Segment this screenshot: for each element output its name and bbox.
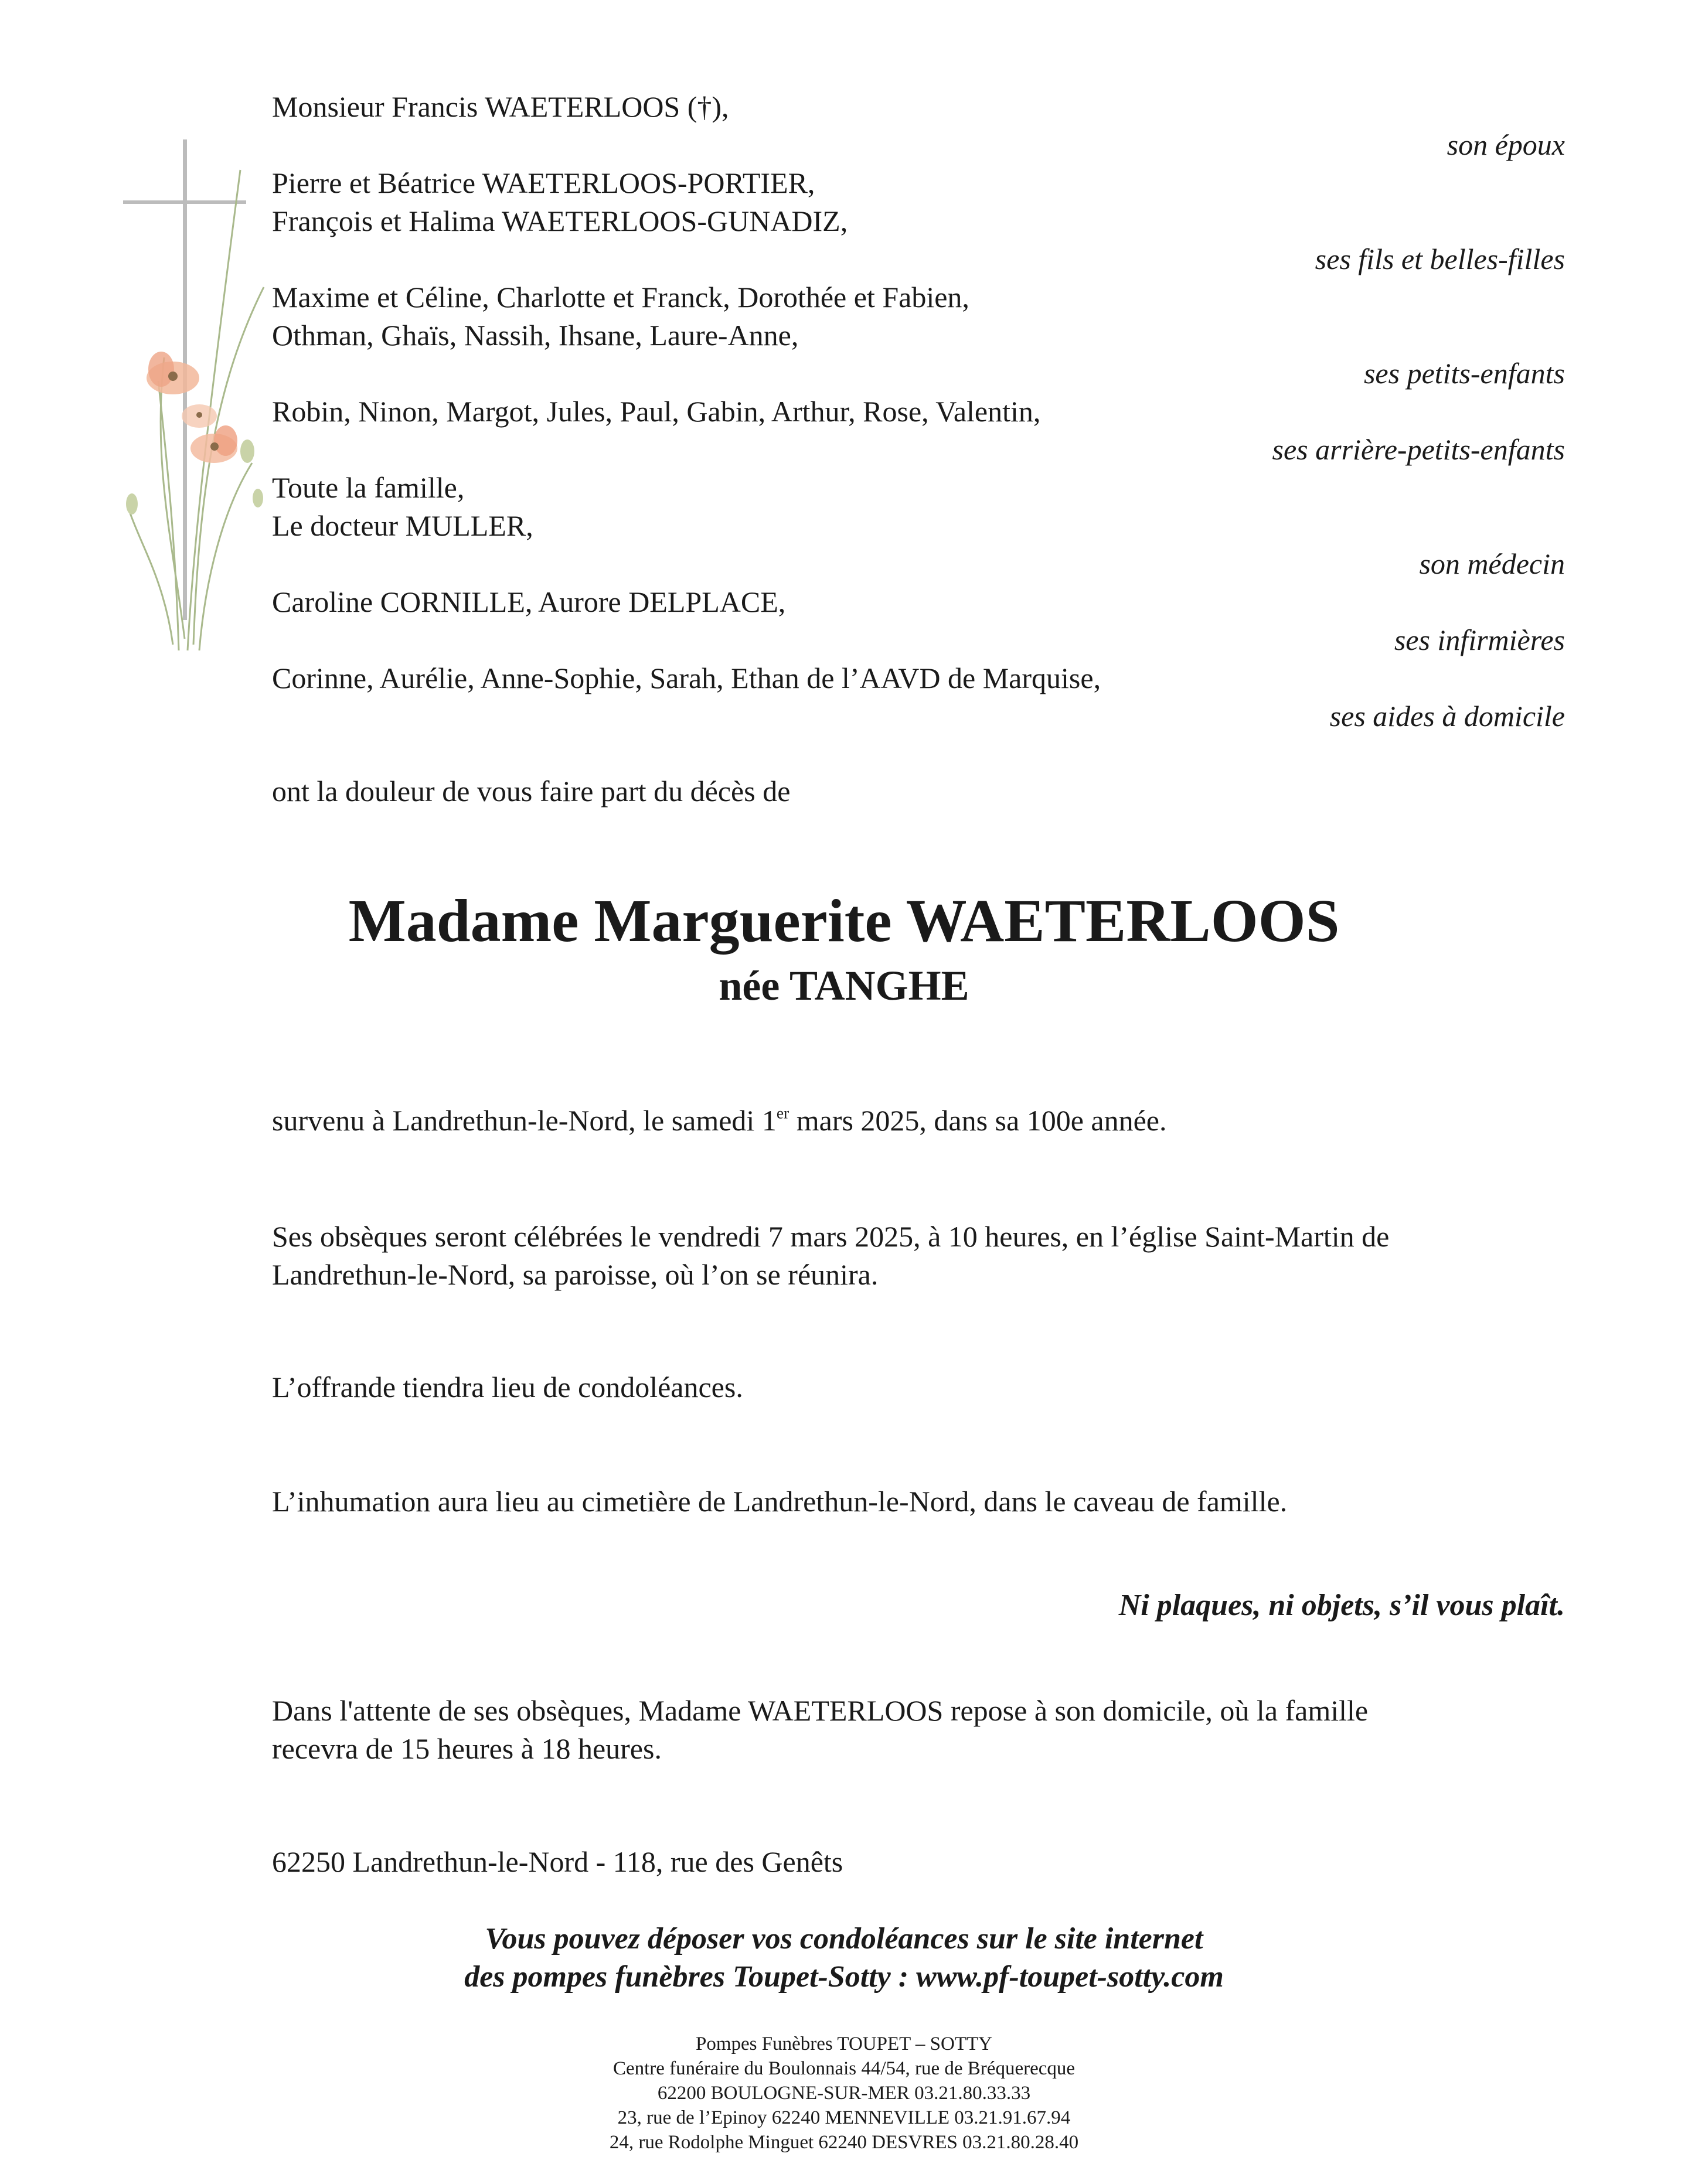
funeral-home-address-2: 62200 BOULOGNE-SUR-MER 03.21.80.33.33: [657, 2083, 1031, 2104]
cross-and-poppies-illustration: [117, 135, 275, 662]
family-line-grandchildren-2: Othman, Ghaïs, Nassih, Ihsane, Laure-Anne,: [272, 319, 799, 352]
family-line-sons-1: Pierre et Béatrice WAETERLOOS-PORTIER,: [272, 166, 815, 199]
funeral-details-line-2: Landrethun-le-Nord, sa paroisse, où l’on se réunira.: [272, 1258, 879, 1291]
poppy-flower-2: [190, 425, 237, 463]
burial-text: L’inhumation aura lieu au cimetière de Landrethun-le-Nord, dans le caveau de famille.: [272, 1485, 1288, 1518]
relation-husband: son époux: [1447, 128, 1565, 161]
funeral-details-line-1: Ses obsèques seront célébrées le vendredi 7 mars 2025, à 10 heures, en l’église Saint-Martin de: [272, 1220, 1390, 1253]
viewing-line-2: recevra de 15 heures à 18 heures.: [272, 1732, 662, 1765]
deceased-maiden-name: née TANGHE: [719, 962, 969, 1009]
funeral-home-name: Pompes Funèbres TOUPET – SOTTY: [695, 2033, 993, 2054]
offering-text: L’offrande tiendra lieu de condoléances.: [272, 1371, 743, 1403]
no-plaques-notice: Ni plaques, ni objets, s’il vous plaît.: [1118, 1589, 1565, 1622]
relation-great-grandchildren: ses arrière-petits-enfants: [1272, 433, 1565, 466]
family-line-great-grandchildren: Robin, Ninon, Margot, Jules, Paul, Gabin, Arthur, Rose, Valentin,: [272, 395, 1041, 428]
viewing-line-1: Dans l'attente de ses obsèques, Madame WAETERLOOS repose à son domicile, où la famille: [272, 1694, 1369, 1727]
announcement-text: ont la douleur de vous faire part du décès de: [272, 775, 791, 807]
family-line-whole-family: Toute la famille,: [272, 471, 465, 504]
death-details: survenu à Landrethun-le-Nord, le samedi 1er mars 2025, dans sa 100e année.: [272, 1103, 1167, 1137]
condolences-line-2: des pompes funèbres Toupet-Sotty : www.pf-toupet-sotty.com: [464, 1960, 1224, 1994]
family-line-husband: Monsieur Francis WAETERLOOS (†),: [272, 90, 729, 123]
family-line-nurses: Caroline CORNILLE, Aurore DELPLACE,: [272, 585, 786, 618]
relation-nurses: ses infirmières: [1394, 623, 1565, 656]
condolences-line-1: Vous pouvez déposer vos condoléances sur le site internet: [485, 1922, 1203, 1955]
relation-home-aides: ses aides à domicile: [1329, 700, 1565, 732]
poppy-flower-3: [182, 404, 217, 428]
relation-sons: ses fils et belles-filles: [1315, 243, 1565, 275]
deceased-name: Madame Marguerite WAETERLOOS: [348, 887, 1340, 955]
home-address: 62250 Landrethun-le-Nord - 118, rue des Genêts: [272, 1845, 843, 1878]
funeral-home-address-3: 23, rue de l’Epinoy 62240 MENNEVILLE 03.21.91.67.94: [617, 2107, 1071, 2128]
family-line-doctor: Le docteur MULLER,: [272, 509, 533, 542]
family-line-grandchildren-1: Maxime et Céline, Charlotte et Franck, Dorothée et Fabien,: [272, 281, 969, 314]
poppy-flower-1: [147, 352, 199, 394]
funeral-home-address-1: Centre funéraire du Boulonnais 44/54, rue de Bréquerecque: [612, 2058, 1076, 2079]
family-line-sons-2: François et Halima WAETERLOOS-GUNADIZ,: [272, 205, 848, 237]
funeral-home-address-4: 24, rue Rodolphe Minguet 62240 DESVRES 03.21.80.28.40: [609, 2132, 1079, 2153]
relation-grandchildren: ses petits-enfants: [1363, 357, 1565, 390]
relation-doctor: son médecin: [1419, 547, 1565, 580]
family-line-home-aides: Corinne, Aurélie, Anne-Sophie, Sarah, Ethan de l’AAVD de Marquise,: [272, 662, 1101, 694]
